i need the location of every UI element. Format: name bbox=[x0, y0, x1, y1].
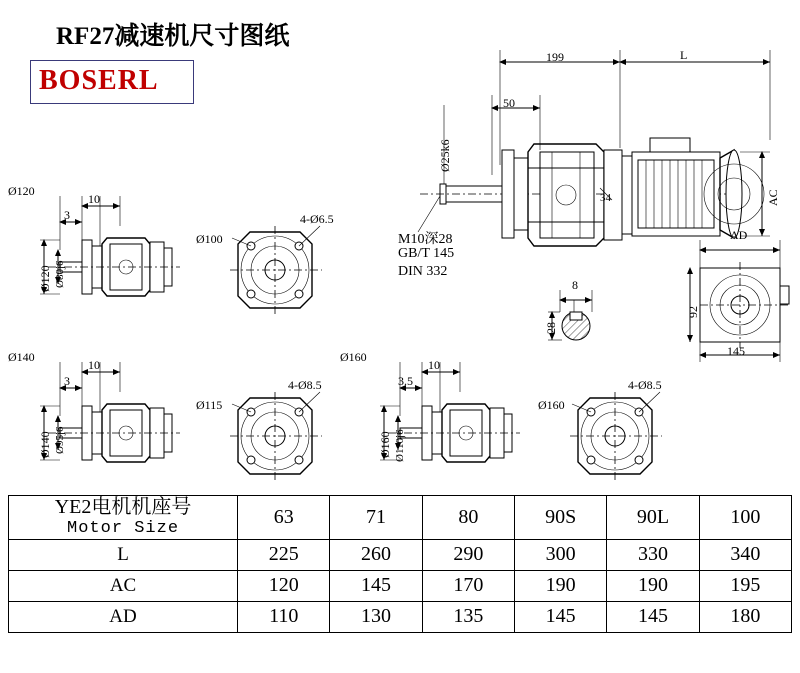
table-cell: 195 bbox=[699, 570, 791, 601]
flange-140-dim-inner: Ø95j6 bbox=[54, 426, 66, 454]
table-cell: 190 bbox=[515, 570, 607, 601]
logo-text: BOSERL bbox=[39, 65, 159, 96]
flange-120-dim-outer: Ø120 bbox=[38, 265, 52, 292]
flange-160-holes: 4-Ø8.5 bbox=[628, 378, 662, 392]
table-cell-motor-size: 90S bbox=[515, 496, 607, 540]
note-din332: DIN 332 bbox=[398, 264, 448, 279]
table-cell-motor-size: 63 bbox=[238, 496, 330, 540]
flange-160-top-label: Ø160 bbox=[340, 350, 367, 364]
flange-160-dim-10: 10 bbox=[428, 358, 440, 372]
table-row bbox=[9, 539, 792, 570]
flange-160-face-circle: Ø160 bbox=[538, 398, 565, 412]
table-cell-motor-size: 80 bbox=[422, 496, 514, 540]
table-cell: 180 bbox=[699, 601, 791, 632]
table-row bbox=[9, 601, 792, 632]
table-cell: 290 bbox=[422, 539, 514, 570]
dim-AD: AD bbox=[730, 228, 748, 242]
table-cell: 170 bbox=[422, 570, 514, 601]
table-cell: 260 bbox=[330, 539, 422, 570]
table-row-label: AD bbox=[9, 601, 238, 632]
table-header-label bbox=[9, 496, 238, 540]
table-row-label: AC bbox=[9, 570, 238, 601]
page-title: RF27减速机尺寸图纸 bbox=[56, 23, 290, 50]
flange-120-holes: 4-Ø6.5 bbox=[300, 212, 334, 226]
dim-34: 34 bbox=[600, 192, 611, 204]
flange-120-dim-inner: Ø80j6 bbox=[54, 260, 66, 288]
flange-120-front-view bbox=[230, 226, 322, 314]
flange-140-dim-outer: Ø140 bbox=[38, 431, 52, 458]
table-row bbox=[9, 570, 792, 601]
dim-199: 199 bbox=[546, 50, 564, 64]
table-cell: 145 bbox=[330, 570, 422, 601]
table-cell: 190 bbox=[607, 570, 699, 601]
dim-145: 145 bbox=[727, 344, 745, 358]
flange-140-front-view bbox=[230, 392, 322, 480]
dim-92: 92 bbox=[686, 306, 700, 318]
note-m10: M10深28 bbox=[398, 232, 453, 247]
flange-140-dim-3: 3 bbox=[64, 374, 70, 388]
dim-key-8: 8 bbox=[572, 278, 578, 292]
dim-50: 50 bbox=[503, 96, 515, 110]
flange-120-dim-10: 10 bbox=[88, 192, 100, 206]
flange-160-front-view bbox=[570, 392, 662, 480]
table-row-header bbox=[9, 496, 792, 540]
dim-L: L bbox=[680, 48, 688, 62]
table-cell: 135 bbox=[422, 601, 514, 632]
main-assembly-view bbox=[418, 50, 770, 246]
flange-120-top-label: Ø120 bbox=[8, 184, 35, 198]
flange-140-top-label: Ø140 bbox=[8, 350, 35, 364]
note-gbt145: GB/T 145 bbox=[398, 246, 455, 261]
table-cell: 145 bbox=[607, 601, 699, 632]
flange-160-dim-outer: Ø160 bbox=[378, 431, 392, 458]
table-cell-motor-size: 71 bbox=[330, 496, 422, 540]
flange-160-dim-inner: Ø110j6 bbox=[394, 429, 406, 462]
table-cell: 330 bbox=[607, 539, 699, 570]
table-cell: 130 bbox=[330, 601, 422, 632]
flange-140-face-circle: Ø115 bbox=[196, 398, 223, 412]
table-header-cn: YE2电机机座号 bbox=[54, 496, 192, 518]
dimension-table bbox=[8, 495, 792, 633]
table-header-en: Motor Size bbox=[67, 519, 180, 538]
table-cell: 120 bbox=[238, 570, 330, 601]
table-cell: 110 bbox=[238, 601, 330, 632]
flange-120-dim-3: 3 bbox=[64, 208, 70, 222]
table-cell: 300 bbox=[515, 539, 607, 570]
table-cell: 340 bbox=[699, 539, 791, 570]
table-cell: 145 bbox=[515, 601, 607, 632]
table-cell-motor-size: 90L bbox=[607, 496, 699, 540]
table-cell: 225 bbox=[238, 539, 330, 570]
dim-AC: AC bbox=[766, 189, 780, 206]
flange-160-dim-3: 3.5 bbox=[398, 374, 413, 388]
table-cell-motor-size: 100 bbox=[699, 496, 791, 540]
dim-shaft-diameter: Ø25k6 bbox=[438, 139, 452, 172]
flange-140-dim-10: 10 bbox=[88, 358, 100, 372]
dim-key-28: 28 bbox=[544, 322, 558, 334]
table-row-label: L bbox=[9, 539, 238, 570]
flange-140-holes: 4-Ø8.5 bbox=[288, 378, 322, 392]
flange-120-face-circle: Ø100 bbox=[196, 232, 223, 246]
